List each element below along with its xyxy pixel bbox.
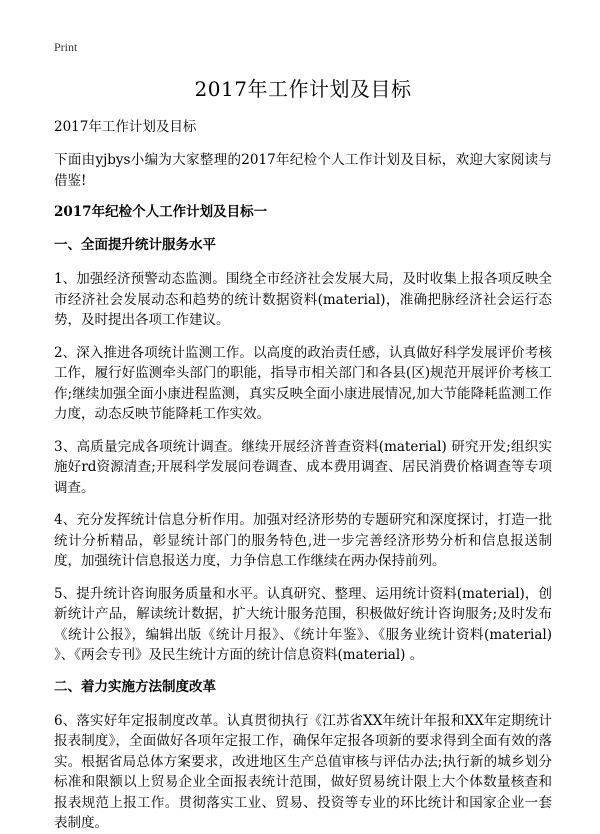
item-5-paragraph: 5、提升统计咨询服务质量和水平。认真研究、整理、运用统计资料(material)，创新统计产品，解读统计数据，扩大统计服务范围，积极做好统计咨询服务;及时发布《统计公报》，编辑出版《统计月报》、《统计年鉴》、《服务业统计资料(material) 》、《两会专刊》及民生统计方面的统计信息资料(material) 。: [54, 585, 552, 663]
section-title: 2017年纪检个人工作计划及目标一: [54, 204, 268, 220]
document-title: 2017年工作计划及目标: [194, 77, 412, 101]
item-4-paragraph: 4、充分发挥统计信息分析作用。加强对经济形势的专题研究和深度探讨，打造一批统计分析精品，彰显统计部门的服务特色,进一步完善经济形势分析和信息报送制度，加强统计信息报送力度，力争信息工作继续在两办保持前列。: [54, 512, 552, 569]
item-3-paragraph: 3、高质量完成各项统计调查。继续开展经济普查资料(material) 研究开发;组织实施好rd资源清查;开展科学发展问卷调查、成本费用调查、居民消费价格调查等专项调查。: [54, 438, 552, 496]
part2-heading: 二、着力实施方法制度改革: [54, 678, 216, 695]
part1-heading: 一、全面提升统计服务水平: [54, 237, 216, 253]
print-link[interactable]: Print: [54, 40, 78, 54]
item-2-paragraph: 2、深入推进各项统计监测工作。以高度的政治责任感，认真做好科学发展评价考核工作，履行好监测牵头部门的职能，指导市相关部门和各县(区)规范开展评价考核工作;继续加强全面小康进程监测，真实反映全面小康进展情况,加大节能降耗监测工作力度，动态反映节能降耗工作实效。: [54, 344, 552, 422]
document-subtitle: 2017年工作计划及目标: [54, 119, 197, 135]
item-1-paragraph: 1、加强经济预警动态监测。围绕全市经济社会发展大局，及时收集上报各项反映全市经济社会发展动态和趋势的统计数据资料(material)，准确把脉经济社会运行态势，及时提出各项工作建议。: [54, 271, 552, 328]
item-6-paragraph: 6、落实好年定报制度改革。认真贯彻执行《江苏省XX年统计年报和XX年定期统计报表制度》，全面做好各项年定报工作，确保年定报各项新的要求得到全面有效的落实。根据省局总体方案要求，改进地区生产总值审核与评估办法;执行新的城乡划分标准和限额以上贸易企业全面报表统计范围，做好贸易统计限上大个体数量核查和报表规范上报工作。贯彻落实工业、贸易、投资等专业的环比统计和国家企业一套表制度。: [54, 712, 552, 831]
intro-paragraph: 下面由yjbys小编为大家整理的2017年纪检个人工作计划及目标，欢迎大家阅读与借鉴!: [54, 152, 552, 189]
